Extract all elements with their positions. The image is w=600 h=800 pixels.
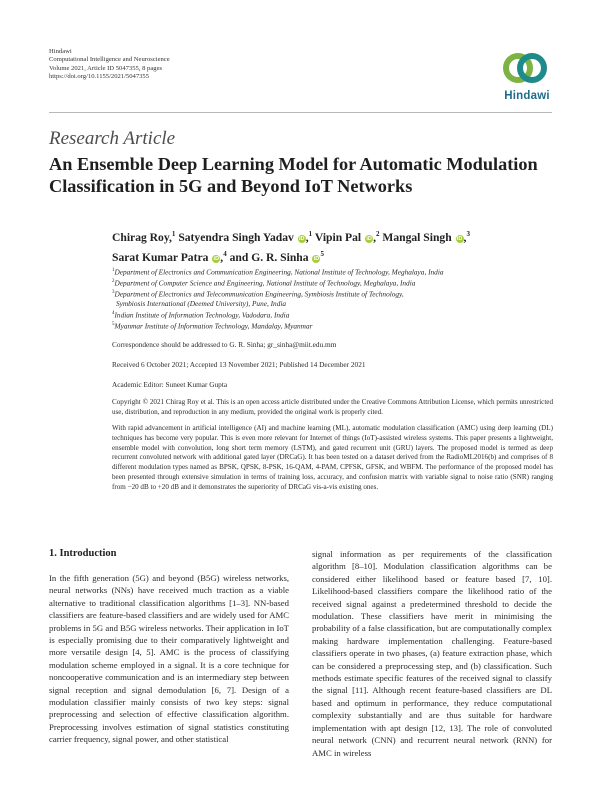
orcid-icon[interactable]: iD: [299, 235, 305, 242]
journal-header: [49, 48, 170, 81]
doi-link[interactable]: https://doi.org/10.1155/2021/5047355: [49, 72, 150, 80]
affiliation: $^4$Indian Institute of Information Technology, Vadodara, India: [112, 310, 290, 320]
affiliation: $^2$Department of Computer Science and Engineering, National Institute of Technology, Meghalaya, India: [112, 278, 416, 288]
affiliation: $^1$Department of Electronics and Communication Engineering, National Institute of Technology, Meghalaya, India: [112, 267, 444, 277]
correspondence: Correspondence should be addressed to G. R. Sinha; gr_sinha@miit.edu.mm: [112, 340, 337, 349]
author: Sarat Kumar Patra iD,$^4$: [112, 249, 227, 264]
orcid-icon[interactable]: iD: [313, 255, 320, 262]
orcid-icon[interactable]: iD: [456, 235, 463, 242]
author: and G. R. Sinha $iD^5$: [229, 249, 324, 264]
author-list: [112, 226, 552, 266]
publication-dates: Received 6 October 2021; Accepted 13 November 2021; Published 14 December 2021: [112, 360, 366, 369]
author: Mangal Singh iD,$^3$: [382, 230, 470, 244]
author: Satyendra Singh Yadav iD,$^1$: [178, 230, 313, 244]
affiliation: $^5$Myanmar Institute of Information Technology, Mandalay, Myanmar: [112, 321, 313, 331]
copyright-notice: Copyright © 2021 Chirag Roy et al. This is an open access article distributed under the Creative Commons Attribution License, which permits unrestricted use, distribution, and reproduction in any medium, provided the original work is properly cited.: [112, 398, 553, 416]
article-type: Research Article: [49, 128, 176, 149]
affiliation: Symbiosis International (Deemed University), Pune, India: [116, 299, 287, 309]
affiliation-list: [112, 266, 562, 331]
orcid-icon[interactable]: iD: [366, 235, 372, 242]
section-heading: 1. Introduction: [49, 548, 117, 559]
body-column-right: signal information as per requirements of the classification algorithm [8–10]. Modulation classification algorithms can be considered either likelihood based or feature based [7, 10]. Likelihood-based classifiers compare the likelihood ratio of the received signal against a predetermined threshold to decide the modulation. These classifiers have merit in minimising the probability of a false classification, but are computationally complex making hardware implementation challenging. Feature-based classifiers operate in two phases, (a) feature extraction phase, which can be considered a preprocessing step, and (b) classification. Such methods estimate specific features of the received signal to classify the signal [11]. Although recent feature-based classifiers are DL based and optimum in performance, they reduce computational complexity substantially and are thus suitable for hardware implementation with apt design [12, 13]. The role of convoluted neural network (CNN) and recurrent neural network (RNN) for AMC in wireless: [312, 549, 552, 758]
body-column-left: In the fifth generation (5G) and beyond (B5G) wireless networks, neural networks (NNs) have received much traction as a viable alternative to traditional classification algorithms [1–3]. NN-based classifiers are feature-based classifiers and are widely used for AMC problems in 5G and B5G wireless networks. Their application in IoT is especially promising due to their comparatively lightweight and more versatile design [4, 5]. AMC is the process of classifying modulation scheme employed in a signal. It is a core technique for noncooperative communication and is an intermediary step between signal reception and signal demodulation [6, 7]. Design of a modulation classifier mainly consists of two key steps: signal preprocessing and selection of effective classification algorithm. Preprocessing involves estimation of signal statistics constituting carrier frequency, signal power, and other statistical: [49, 573, 289, 745]
journal-name: Computational Intelligence and Neuroscience: [49, 56, 170, 64]
abstract: With rapid advancement in artificial intelligence (AI) and machine learning (ML), automatic modulation classification (AMC) using deep learning (DL) techniques has become very popular. This is even more relevant for Internet of things (IoT)-assisted wireless systems. This paper presents a lightweight, ensemble model with convolution, long short term memory (LSTM), and gated recurrent unit (GRU) layers. The proposed model is termed as deep recurrent convoluted network with additional gated layer (DRCaG). It has been tested on a dataset derived from the RadioML2016(b) and comprises of 8 different modulation types named as BPSK, QPSK, 8-PSK, 16-QAM, 4-PAM, CPFSK, GFSK, and WBFM. The performance of the proposed model has been presented through extensive simulation in terms of training loss, accuracy, and confusion matrix with variable signal to noise ratio (SNR) ranging from −20 dB to +20 dB and it demonstrates the superiority of DRCaG vis-a-vis existing ones.: [112, 424, 553, 491]
article-title: An Ensemble Deep Learning Model for Automatic Modulation Classification in 5G and Beyond IoT Networks: [49, 154, 538, 196]
academic-editor: Academic Editor: Suneet Kumar Gupta: [112, 380, 228, 389]
affiliation: $^3$Department of Electronics and Telecommunication Engineering, Symbiosis Institute of Technology,: [112, 289, 404, 299]
volume-info: Volume 2021, Article ID 5047355, 8 pages: [49, 64, 163, 72]
author: Chirag Roy,$^1$: [112, 230, 176, 244]
orcid-icon[interactable]: iD: [213, 255, 220, 262]
hindawi-logo-text: Hindawi: [504, 90, 550, 102]
author: Vipin Pal iD,$^2$: [314, 230, 380, 244]
header-divider: [49, 112, 552, 113]
publisher-name: Hindawi: [49, 48, 72, 55]
